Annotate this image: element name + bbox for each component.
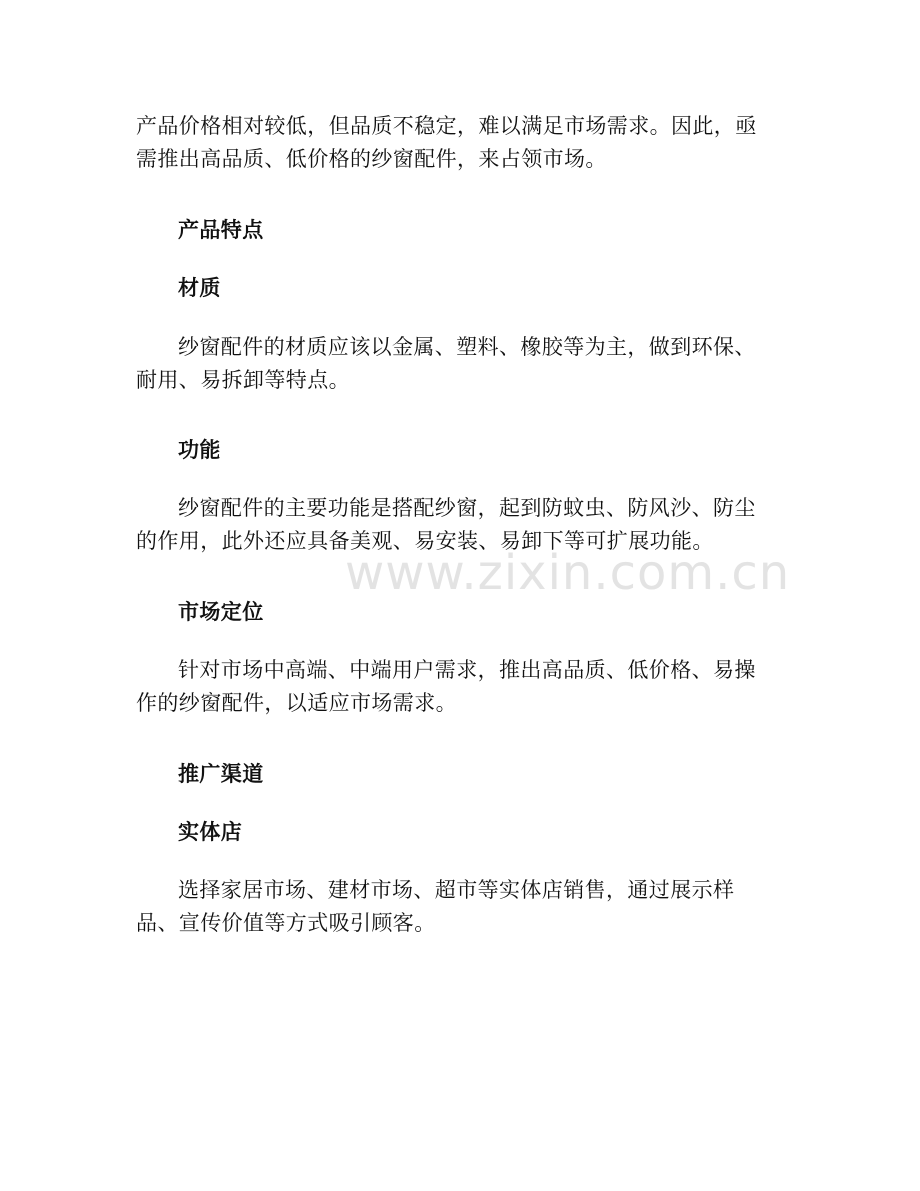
paragraph-physical-store: 选择家居市场、建材市场、超市等实体店销售，通过展示样品、宣传价值等方式吸引顾客。 [136, 878, 735, 935]
heading-function: 功能 [178, 438, 221, 462]
heading-material: 材质 [178, 276, 221, 300]
paragraph-function: 纱窗配件的主要功能是搭配纱窗，起到防蚊虫、防风沙、防尘的作用，此外还应具备美观、易安装、易卸下等可扩展功能。 [136, 496, 756, 553]
heading-product-features: 产品特点 [178, 218, 264, 242]
paragraph-market-positioning: 针对市场中高端、中端用户需求，推出高品质、低价格、易操作的纱窗配件，以适应市场需求。 [136, 658, 756, 715]
paragraph-material: 纱窗配件的材质应该以金属、塑料、橡胶等为主，做到环保、耐用、易拆卸等特点。 [136, 335, 756, 392]
heading-physical-store: 实体店 [178, 820, 243, 844]
intro-paragraph: 产品价格相对较低，但品质不稳定，难以满足市场需求。因此，亟需推出高品质、低价格的纱窗配件，来占领市场。 [136, 114, 757, 171]
watermark: www.zixin.com.cn [345, 545, 791, 601]
heading-market-positioning: 市场定位 [178, 600, 264, 624]
heading-promotion-channels: 推广渠道 [178, 762, 264, 786]
